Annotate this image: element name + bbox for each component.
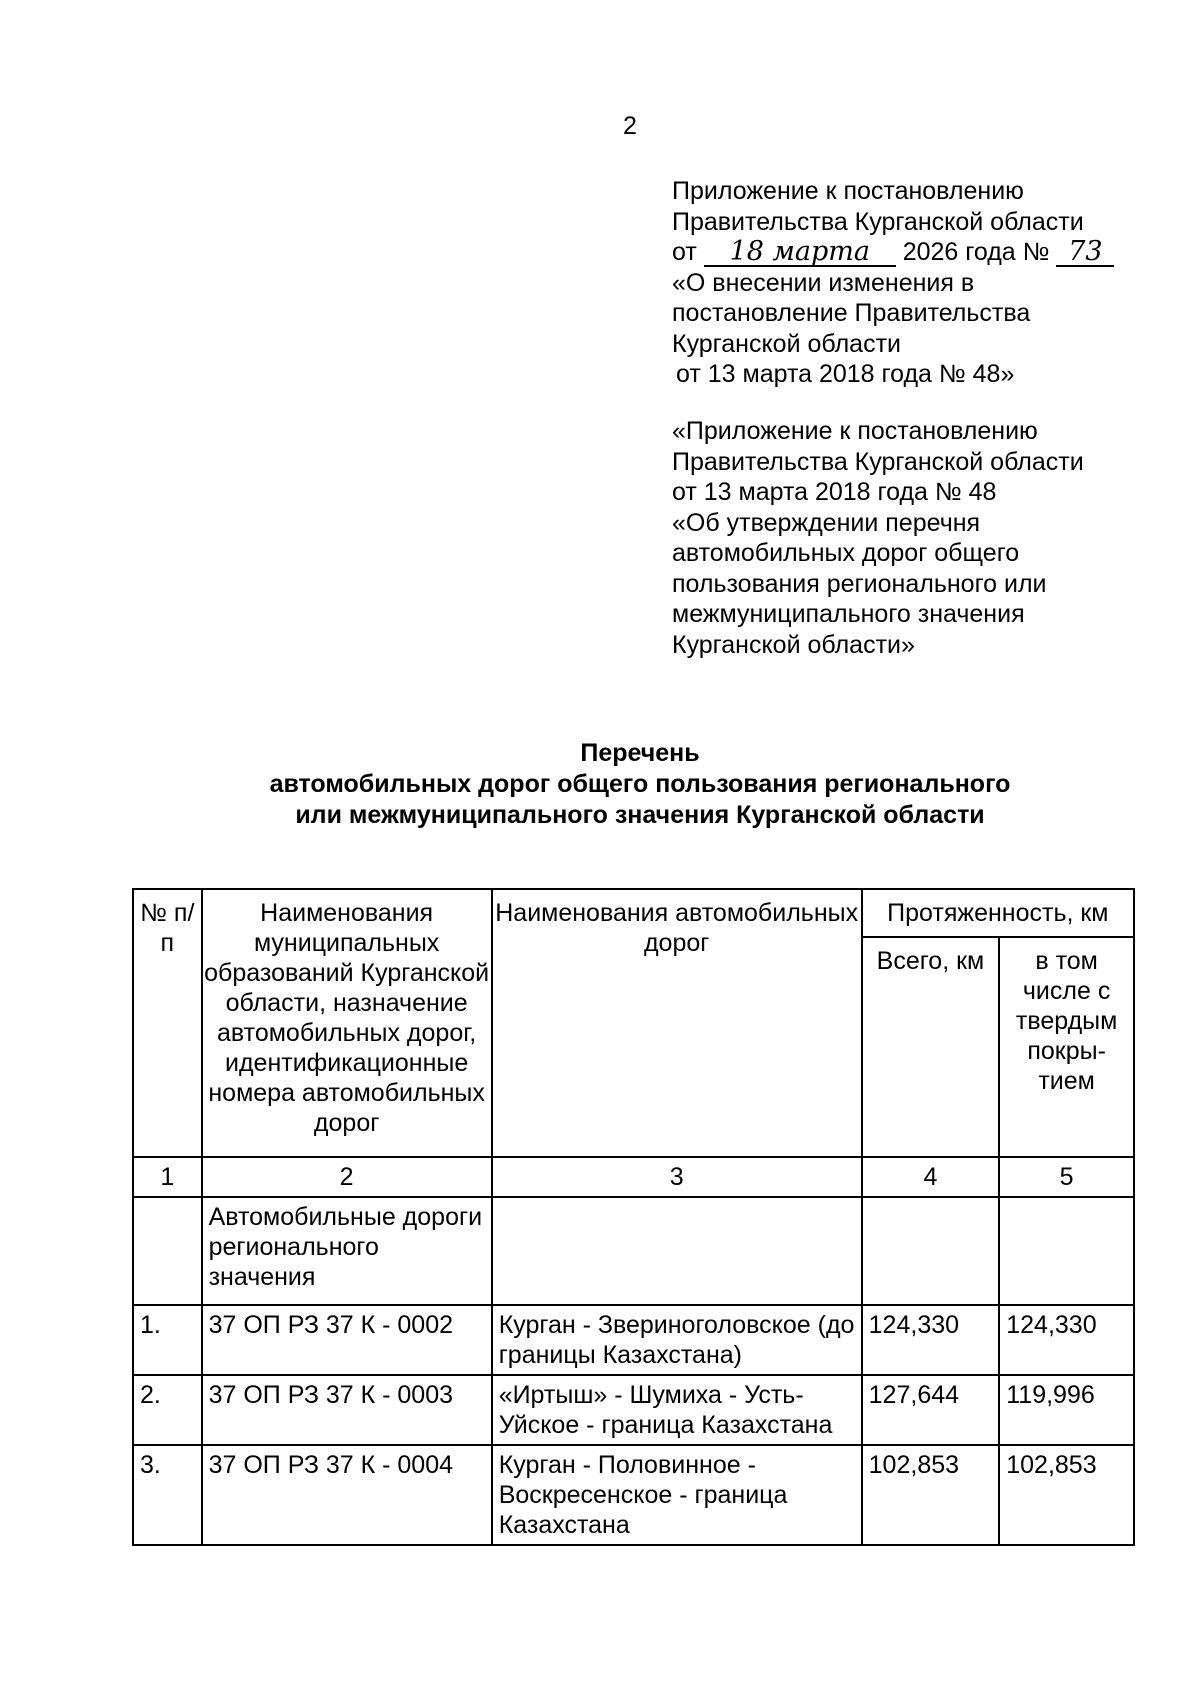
handwritten-date: 18 марта: [704, 239, 896, 267]
column-number: 4: [862, 1157, 1000, 1197]
row-total-length: 127,644: [862, 1375, 1000, 1445]
header-road-name: Наименования автомобильных дорог: [492, 889, 862, 1157]
document-title: [130, 738, 1150, 831]
annex-line: «О внесении изменения в: [672, 268, 975, 297]
group-label: Автомобильные дороги регионального значения: [202, 1197, 492, 1305]
row-number: 2.: [133, 1375, 202, 1445]
annex-line: от 13 марта 2018 года № 48»: [676, 360, 1015, 388]
table-group-row: [133, 1197, 1134, 1305]
annex-date-prefix: от: [672, 238, 697, 266]
group-empty-cell: [999, 1197, 1134, 1305]
row-paved-length: 102,853: [999, 1445, 1134, 1545]
column-number: 2: [202, 1157, 492, 1197]
table-row: [133, 1375, 1134, 1445]
row-total-length: 102,853: [862, 1445, 1000, 1545]
header-length: Протяженность, км: [862, 889, 1134, 937]
row-paved-length: 124,330: [999, 1305, 1134, 1375]
table-header-row: [133, 889, 1134, 937]
row-road-name: Курган - Звериноголовское (до границы Казахстана): [492, 1305, 862, 1375]
annex-date-line: [672, 237, 1142, 268]
row-paved-length: 119,996: [999, 1375, 1134, 1445]
annex2-line: «Приложение к постановлению: [672, 417, 1038, 445]
annex2-line: от 13 марта 2018 года № 48: [672, 478, 997, 506]
header-municipality: Наименования муниципальных образований Курганской области, назначение автомобильных дорог, идентификационные номера автомобильных дорог: [202, 889, 492, 1157]
row-road-id: 37 ОП РЗ 37 К - 0002: [202, 1305, 492, 1375]
title-line: автомобильных дорог общего пользования регионального: [269, 770, 1011, 798]
title-line: Перечень: [580, 739, 700, 767]
annex-original-block: [672, 416, 1142, 660]
annex-block: [672, 176, 1142, 390]
table-row: [133, 1445, 1134, 1545]
group-empty-cell: [492, 1197, 862, 1305]
roads-table: [132, 888, 1135, 1546]
annex2-line: пользования регионального или: [672, 569, 1047, 598]
annex2-line: Правительства Курганской области: [672, 447, 1084, 476]
column-number: 5: [999, 1157, 1134, 1197]
page-number: 2: [623, 112, 637, 140]
row-number: 1.: [133, 1305, 202, 1375]
row-number: 3.: [133, 1445, 202, 1545]
row-road-name: «Иртыш» - Шумиха - Усть-Уйское - граница Казахстана: [492, 1375, 862, 1445]
annex-line: Приложение к постановлению: [672, 177, 1024, 205]
annex2-line: Курганской области»: [672, 630, 915, 659]
row-total-length: 124,330: [862, 1305, 1000, 1375]
group-empty-cell: [862, 1197, 1000, 1305]
annex-line: Правительства Курганской области: [672, 207, 1084, 236]
header-paved: в том числе с твердым покры-тием: [999, 937, 1134, 1157]
column-number: 1: [133, 1157, 202, 1197]
annex2-line: автомобильных дорог общего: [672, 539, 1020, 567]
table-row: [133, 1305, 1134, 1375]
row-road-name: Курган - Половинное - Воскресенское - граница Казахстана: [492, 1445, 862, 1545]
title-line: или межмуниципального значения Курганской области: [295, 801, 985, 829]
row-road-id: 37 ОП РЗ 37 К - 0003: [202, 1375, 492, 1445]
header-total: Всего, км: [862, 937, 1000, 1157]
handwritten-number: 73: [1056, 239, 1114, 267]
group-empty-cell: [133, 1197, 202, 1305]
column-number: 3: [492, 1157, 862, 1197]
row-road-id: 37 ОП РЗ 37 К - 0004: [202, 1445, 492, 1545]
annex-date-mid: 2026 года №: [902, 238, 1050, 266]
annex-line: постановление Правительства: [672, 299, 1031, 327]
header-number: № п/п: [133, 889, 202, 1157]
annex-line: Курганской области: [672, 329, 902, 358]
annex2-line: «Об утверждении перечня: [672, 508, 981, 537]
annex2-line: межмуниципального значения: [672, 600, 1025, 628]
column-number-row: [133, 1157, 1134, 1197]
